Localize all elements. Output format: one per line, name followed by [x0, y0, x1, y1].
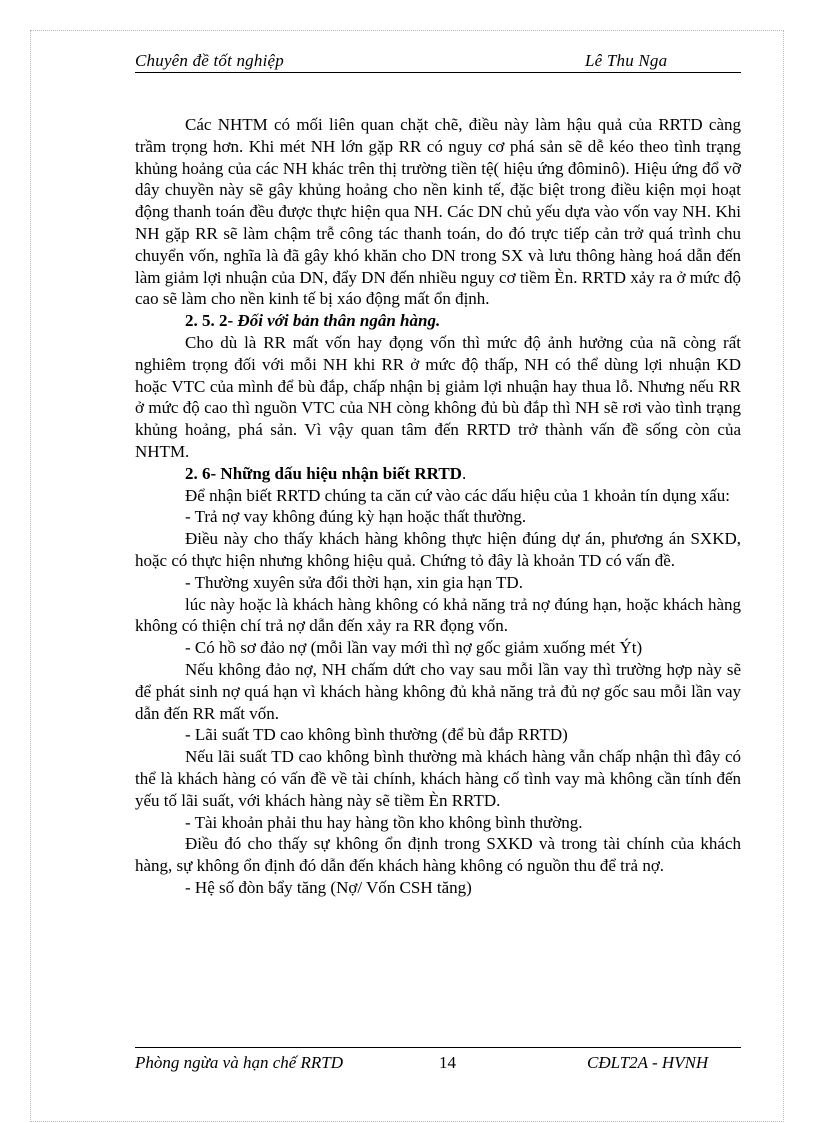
- header-left-text: Chuyên đề tốt nghiệp: [135, 51, 284, 70]
- page-number: 14: [439, 1053, 456, 1072]
- paragraph: Các NHTM có mối liên quan chặt chẽ, điều này làm hậu quả của RRTD càng trầm trọng hơn. Khi mét NH lớn gặp RR có nguy cơ phá sản sẽ dễ kéo theo tình trạng khủng hoảng của các NH khác trên thị trường tiền tệ( hiệu ứng đôminô). Hiệu ứng đổ vỡ dây chuyền này sẽ gây khủng hoảng cho nền kinh tế, đặc biệt trong điều kiện mọi hoạt động thanh toán đều được thực hiện qua NH. Các DN chủ yếu dựa vào vốn vay NH. Khi NH gặp RR sẽ làm chậm trễ công tác thanh toán, do đó trực tiếp cản trở quá trình chu chuyển vốn, nghĩa là đã gây khó khăn cho DN trong SX và lưu thông hàng hoá dẫn đến làm giảm lợi nhuận của DN, đẩy DN đến nhiều nguy cơ tiềm Èn. RRTD xảy ra ở mức độ cao sẽ làm cho nền kinh tế bị xáo động mất ổn định.: [135, 115, 741, 309]
- heading-number: 2. 5. 2-: [185, 311, 238, 331]
- heading-period: .: [461, 463, 467, 483]
- bullet-item: - Trả nợ vay không đúng kỳ hạn hoặc thất thường.: [185, 507, 527, 527]
- section-heading-2-5-2: [135, 310, 741, 332]
- footer-title: Phòng ngừa và hạn chế RRTD: [135, 1053, 344, 1072]
- paragraph: lúc này hoặc là khách hàng không có khả năng trả nợ đúng hạn, hoặc khách hàng không có thiện chí trả nợ dẫn đến xảy ra RR đọng vốn.: [135, 594, 741, 636]
- paragraph: Nếu lãi suất TD cao không bình thường mà khách hàng vẫn chấp nhận thì đây có thể là khách hàng có vấn đề về tài chính, khách hàng cố tình vay mà không cần tính đến yếu tố lãi suất, với khách hàng này sẽ tiềm Èn RRTD.: [135, 747, 741, 810]
- heading-title: Đối với bản thân ngân hàng.: [237, 311, 441, 331]
- footer-class: CĐLT2A - HVNH: [587, 1053, 709, 1072]
- bullet-item: - Thường xuyên sửa đổi thời hạn, xin gia hạn TD.: [185, 572, 523, 592]
- bullet-item: - Tài khoản phải thu hay hàng tồn kho không bình thường.: [185, 812, 583, 832]
- header-author: Lê Thu Nga: [585, 51, 668, 70]
- page-header: [135, 50, 741, 73]
- document-body: [135, 114, 741, 899]
- section-heading-2-6: [135, 463, 741, 485]
- paragraph: Điều này cho thấy khách hàng không thực hiện đúng dự án, phương án SXKD, hoặc có thực hiện nhưng không hiệu quả. Chứng tỏ đây là khoản TD có vấn đề.: [135, 529, 741, 570]
- heading-title: 2. 6- Những dấu hiệu nhận biết RRTD: [185, 463, 462, 483]
- paragraph: Cho dù là RR mất vốn hay đọng vốn thì mức độ ảnh hưởng của nã còng rất nghiêm trọng đối với mỗi NH khi RR ở mức độ thấp, NH có thể dùng lợi nhuận KD hoặc VTC của mình để bù đắp, chấp nhận bị giảm lợi nhuận hay thua lỗ. Nhưng nếu RR ở mức độ cao thì nguồn VTC của NH còng không đủ bù đắp thì NH sẽ rơi vào tình trạng khủng hoảng, phá sản. Vì vậy quan tâm đến RRTD trở thành vấn đề sống còn của NHTM.: [135, 332, 741, 461]
- bullet-item: - Lãi suất TD cao không bình thường (để bù đắp RRTD): [185, 725, 568, 745]
- paragraph: Để nhận biết RRTD chúng ta căn cứ vào các dấu hiệu của 1 khoản tín dụng xấu:: [185, 485, 730, 505]
- paragraph: Điều đó cho thấy sự không ổn định trong SXKD và trong tài chính của khách hàng, sự không ổn định đó dẫn đến khách hàng không có nguồn thu để trả nợ.: [135, 834, 741, 876]
- paragraph: Nếu không đảo nợ, NH chấm dứt cho vay sau mỗi lần vay thì trường hợp này sẽ để phát sinh nợ quá hạn vì khách hàng không đủ khả năng trả đủ nợ gốc sau mỗi lần vay dẫn đến RR mất vốn.: [135, 659, 741, 723]
- page-footer: [135, 1047, 741, 1072]
- bullet-item: - Hệ số đòn bẩy tăng (Nợ/ Vốn CSH tăng): [185, 877, 472, 897]
- bullet-item: - Có hồ sơ đảo nợ (mỗi lần vay mới thì nợ gốc giảm xuống mét Ýt): [185, 638, 643, 658]
